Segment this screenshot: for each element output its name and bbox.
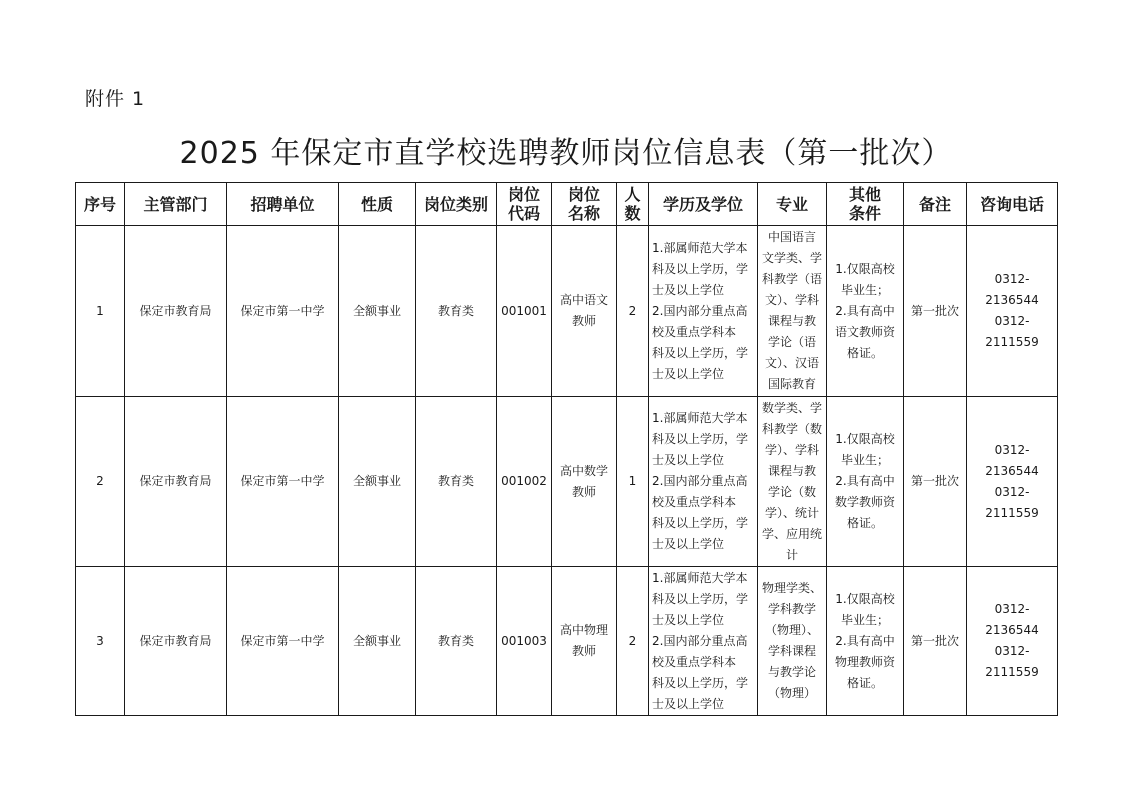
cell-no: 2 [76, 397, 125, 567]
cell-count: 1 [617, 397, 649, 567]
cell-category: 教育类 [416, 567, 497, 716]
cell-no: 1 [76, 226, 125, 397]
header-row [76, 183, 1058, 226]
cell-education: 1.部属师范大学本 科及以上学历，学 士及以上学位 2.国内部分重点高 校及重点学科本 科及以上学历，学 士及以上学位 [649, 397, 758, 567]
cell-phone: 0312-2136544 0312-2111559 [967, 397, 1058, 567]
header-cell-code: 岗位 代码 [497, 183, 552, 226]
cell-dept: 保定市教育局 [125, 226, 227, 397]
cell-count: 2 [617, 567, 649, 716]
cell-unit: 保定市第一中学 [227, 226, 339, 397]
table-row [76, 567, 1058, 716]
header-cell-major: 专业 [758, 183, 827, 226]
header-cell-nature: 性质 [339, 183, 416, 226]
cell-education: 1.部属师范大学本 科及以上学历，学 士及以上学位 2.国内部分重点高 校及重点学科本 科及以上学历，学 士及以上学位 [649, 226, 758, 397]
cell-code: 001002 [497, 397, 552, 567]
cell-nature: 全额事业 [339, 226, 416, 397]
attachment-label: 附件 1 [85, 88, 146, 110]
cell-code: 001003 [497, 567, 552, 716]
cell-name: 高中物理 教师 [552, 567, 617, 716]
header-cell-no: 序号 [76, 183, 125, 226]
cell-major: 物理学类、 学科教学 （物理）、 学科课程 与教学论 （物理） [758, 567, 827, 716]
cell-major: 数学类、学 科教学（数 学）、学科 课程与教 学论（数 学）、统计 学、应用统 计 [758, 397, 827, 567]
cell-unit: 保定市第一中学 [227, 567, 339, 716]
cell-dept: 保定市教育局 [125, 397, 227, 567]
cell-other: 1.仅限高校 毕业生； 2.具有高中 物理教师资 格证。 [827, 567, 904, 716]
cell-phone: 0312-2136544 0312-2111559 [967, 226, 1058, 397]
cell-no: 3 [76, 567, 125, 716]
header-cell-other: 其他 条件 [827, 183, 904, 226]
header-cell-phone: 咨询电话 [967, 183, 1058, 226]
cell-code: 001001 [497, 226, 552, 397]
cell-category: 教育类 [416, 397, 497, 567]
cell-name: 高中数学 教师 [552, 397, 617, 567]
cell-category: 教育类 [416, 226, 497, 397]
cell-remark: 第一批次 [904, 226, 967, 397]
cell-education: 1.部属师范大学本 科及以上学历，学 士及以上学位 2.国内部分重点高 校及重点学科本 科及以上学历，学 士及以上学位 [649, 567, 758, 716]
page-title: 2025 年保定市直学校选聘教师岗位信息表（第一批次） [179, 136, 953, 171]
table-row [76, 397, 1058, 567]
cell-remark: 第一批次 [904, 397, 967, 567]
table-row [76, 226, 1058, 397]
header-cell-unit: 招聘单位 [227, 183, 339, 226]
cell-remark: 第一批次 [904, 567, 967, 716]
cell-count: 2 [617, 226, 649, 397]
cell-name: 高中语文 教师 [552, 226, 617, 397]
header-cell-dept: 主管部门 [125, 183, 227, 226]
cell-major: 中国语言 文学类、学 科教学（语 文）、学科 课程与教 学论（语 文）、汉语 国际教育 [758, 226, 827, 397]
header-cell-education: 学历及学位 [649, 183, 758, 226]
cell-other: 1.仅限高校 毕业生； 2.具有高中 数学教师资 格证。 [827, 397, 904, 567]
cell-phone: 0312-2136544 0312-2111559 [967, 567, 1058, 716]
header-cell-name: 岗位 名称 [552, 183, 617, 226]
header-cell-remark: 备注 [904, 183, 967, 226]
cell-unit: 保定市第一中学 [227, 397, 339, 567]
cell-other: 1.仅限高校 毕业生； 2.具有高中 语文教师资 格证。 [827, 226, 904, 397]
header-cell-category: 岗位类别 [416, 183, 497, 226]
cell-dept: 保定市教育局 [125, 567, 227, 716]
positions-table [75, 182, 1058, 716]
cell-nature: 全额事业 [339, 397, 416, 567]
cell-nature: 全额事业 [339, 567, 416, 716]
header-cell-count: 人 数 [617, 183, 649, 226]
